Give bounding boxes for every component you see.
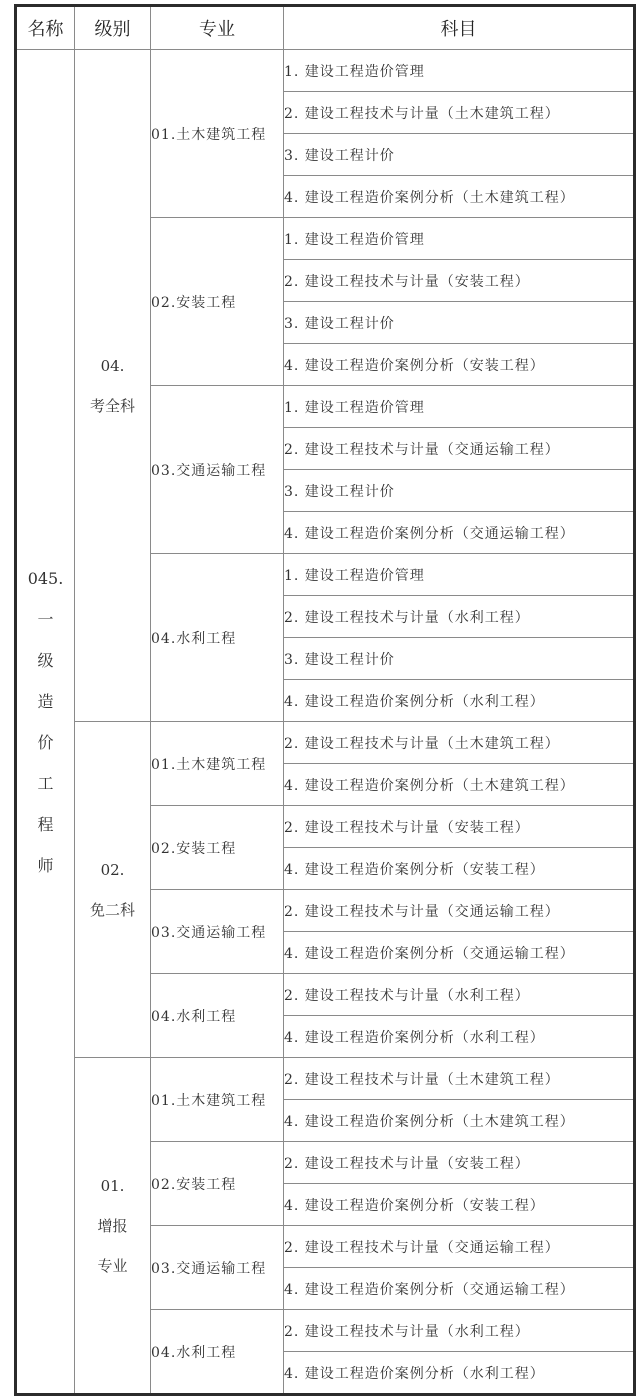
cert-name-char: 造 (37, 691, 54, 711)
subject-cell: 1. 建设工程造价管理 (284, 386, 635, 428)
subject-cell: 1. 建设工程造价管理 (284, 554, 635, 596)
level-cell (75, 50, 151, 722)
subject-cell: 2. 建设工程技术与计量（土木建筑工程） (284, 1058, 635, 1100)
level-code: 04. (100, 356, 125, 375)
subject-cell: 4. 建设工程造价案例分析（交通运输工程） (284, 1268, 635, 1310)
subject-cell: 2. 建设工程技术与计量（交通运输工程） (284, 890, 635, 932)
major-cell: 03.交通运输工程 (151, 890, 284, 974)
cert-name-char: 程 (37, 814, 54, 834)
subject-cell: 4. 建设工程造价案例分析（交通运输工程） (284, 932, 635, 974)
subject-cell: 4. 建设工程造价案例分析（安装工程） (284, 848, 635, 890)
subject-cell: 2. 建设工程技术与计量（交通运输工程） (284, 428, 635, 470)
major-cell: 01.土木建筑工程 (151, 1058, 284, 1142)
header-level: 级别 (75, 6, 151, 50)
header-name: 名称 (16, 6, 75, 50)
cert-name-cell (16, 50, 75, 1395)
subject-cell: 2. 建设工程技术与计量（安装工程） (284, 1142, 635, 1184)
major-cell: 04.水利工程 (151, 554, 284, 722)
subject-cell: 4. 建设工程造价案例分析（水利工程） (284, 1352, 635, 1395)
subject-cell: 2. 建设工程技术与计量（水利工程） (284, 1310, 635, 1352)
level-cell (75, 722, 151, 1058)
major-cell: 02.安装工程 (151, 806, 284, 890)
subject-cell: 1. 建设工程造价管理 (284, 50, 635, 92)
table-row (16, 1058, 635, 1100)
header-subject: 科目 (284, 6, 635, 50)
subject-cell: 4. 建设工程造价案例分析（土木建筑工程） (284, 764, 635, 806)
subject-cell: 4. 建设工程造价案例分析（交通运输工程） (284, 512, 635, 554)
subject-cell: 4. 建设工程造价案例分析（水利工程） (284, 680, 635, 722)
cert-name-char: 师 (37, 855, 54, 875)
table-body (16, 50, 635, 1395)
subject-cell: 3. 建设工程计价 (284, 470, 635, 512)
subject-cell: 4. 建设工程造价案例分析（安装工程） (284, 1184, 635, 1226)
level-label: 考全科 (89, 396, 135, 415)
major-cell: 01.土木建筑工程 (151, 50, 284, 218)
cert-name-char: 级 (37, 650, 54, 670)
cert-name-char: 工 (37, 773, 54, 793)
level-label: 免二科 (89, 900, 135, 919)
level-label: 增报 (97, 1216, 128, 1235)
table-row (16, 50, 635, 92)
header-row (16, 6, 635, 50)
exam-subjects-table (14, 4, 636, 1396)
level-cell (75, 1058, 151, 1395)
cert-name-char: 价 (37, 732, 54, 752)
cert-name-char: 一 (37, 609, 54, 629)
major-cell: 02.安装工程 (151, 218, 284, 386)
table-row (16, 722, 635, 764)
subject-cell: 4. 建设工程造价案例分析（土木建筑工程） (284, 1100, 635, 1142)
level-code: 01. (100, 1176, 125, 1195)
subject-cell: 4. 建设工程造价案例分析（土木建筑工程） (284, 176, 635, 218)
major-cell: 03.交通运输工程 (151, 386, 284, 554)
subject-cell: 2. 建设工程技术与计量（土木建筑工程） (284, 92, 635, 134)
subject-cell: 4. 建设工程造价案例分析（水利工程） (284, 1016, 635, 1058)
subject-cell: 2. 建设工程技术与计量（安装工程） (284, 806, 635, 848)
major-cell: 04.水利工程 (151, 974, 284, 1058)
subject-cell: 2. 建设工程技术与计量（安装工程） (284, 260, 635, 302)
subject-cell: 2. 建设工程技术与计量（交通运输工程） (284, 1226, 635, 1268)
subject-cell: 3. 建设工程计价 (284, 302, 635, 344)
subject-cell: 2. 建设工程技术与计量（水利工程） (284, 974, 635, 1016)
header-major: 专业 (151, 6, 284, 50)
subject-cell: 3. 建设工程计价 (284, 638, 635, 680)
level-label: 专业 (97, 1256, 128, 1275)
subject-cell: 2. 建设工程技术与计量（土木建筑工程） (284, 722, 635, 764)
cert-code: 045. (27, 568, 64, 588)
major-cell: 01.土木建筑工程 (151, 722, 284, 806)
subject-cell: 2. 建设工程技术与计量（水利工程） (284, 596, 635, 638)
major-cell: 03.交通运输工程 (151, 1226, 284, 1310)
major-cell: 04.水利工程 (151, 1310, 284, 1395)
subject-cell: 3. 建设工程计价 (284, 134, 635, 176)
level-code: 02. (100, 860, 125, 879)
major-cell: 02.安装工程 (151, 1142, 284, 1226)
subject-cell: 1. 建设工程造价管理 (284, 218, 635, 260)
subject-cell: 4. 建设工程造价案例分析（安装工程） (284, 344, 635, 386)
